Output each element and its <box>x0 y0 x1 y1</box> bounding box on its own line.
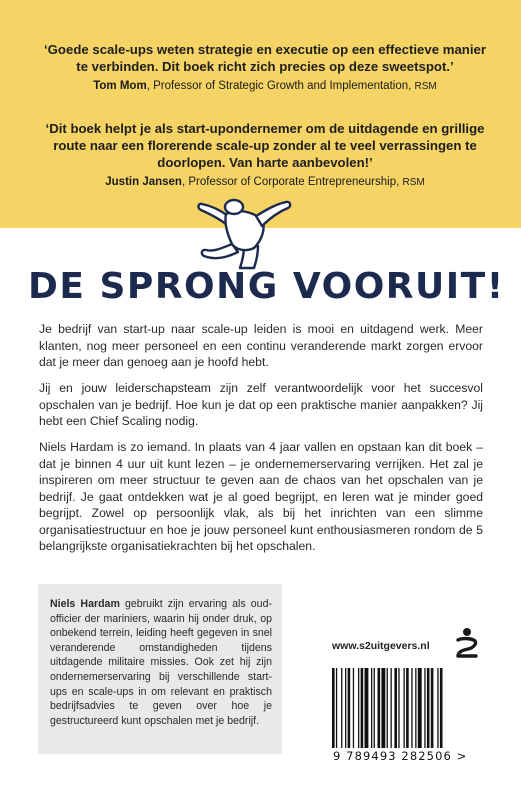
quote-affiliation: RSM <box>414 81 437 92</box>
barcode-bar <box>431 668 434 748</box>
endorsement-quote-1 <box>40 41 490 95</box>
endorsement-quote-2 <box>40 120 490 191</box>
barcode-bar <box>427 668 430 748</box>
barcode-bar <box>415 668 416 748</box>
barcode-bar <box>418 668 422 748</box>
barcode-bar <box>391 668 392 748</box>
barcode-bar <box>341 668 342 748</box>
quote-affiliation: RSM <box>402 177 425 188</box>
barcode-bar <box>345 668 346 748</box>
quote-text: ‘Dit boek helpt je als start-upondernemer om de uitdagende en grillige route naar een florerende scale-up zonder al te veel verrassingen te doorlopen. Van harte aanbevolen!’ <box>45 121 485 170</box>
author-bio-box <box>38 584 282 754</box>
barcode-bar <box>378 668 381 748</box>
blurb-paragraph: Jij en jouw leiderschapsteam zijn zelf verantwoordelijk voor het succesvol opschalen van je bedrijf. Hoe kun je dat op een praktische manier aanpakken? Jij hebt een Chief Scaling nodig. <box>39 381 483 428</box>
jumping-figure-illustration <box>192 190 302 270</box>
barcode-bar <box>387 668 388 748</box>
barcode-bar <box>348 668 351 748</box>
blurb <box>39 321 483 564</box>
barcode-bar <box>437 668 438 748</box>
barcode-bar <box>353 668 354 748</box>
barcode-bar <box>361 668 364 748</box>
author-name: Niels Hardam <box>50 598 120 610</box>
quote-attribution <box>40 174 490 191</box>
quote-attribution <box>40 78 490 95</box>
book-headline: DE SPRONG VOORUIT! <box>28 266 505 307</box>
barcode-bar <box>411 668 412 748</box>
isbn-number: 9 789493 282506 > <box>333 749 468 763</box>
barcode-bar <box>374 668 375 748</box>
quote-text: ‘Goede scale-ups weten strategie en executie op een effectieve manier te verbinden. Dit boek richt zich precies op deze sweetspot.’ <box>44 42 486 74</box>
isbn-barcode <box>330 668 482 748</box>
quote-role: , Professor of Strategic Growth and Implementation, <box>146 80 415 92</box>
barcode-bar <box>332 668 335 748</box>
blurb-paragraph: Je bedrijf van start-up naar scale-up leiden is mooi en uitdagend werk. Meer klanten, nog meer personeel en een continu veranderende markt zorgen ervoor dat je meer dan genoeg aan je hoofd hebt. <box>39 322 483 369</box>
barcode-bar <box>424 668 425 748</box>
author-bio <box>50 597 272 728</box>
barcode-bar <box>358 668 359 748</box>
barcode-bar <box>440 668 443 748</box>
barcode-bar <box>398 668 399 748</box>
barcode-bar <box>336 668 337 748</box>
quote-author: Justin Jansen <box>105 176 182 188</box>
publisher-logo <box>454 627 480 661</box>
barcode-bar <box>381 668 385 748</box>
barcode-bar <box>371 668 372 748</box>
barcode-bar <box>365 668 369 748</box>
blurb-paragraph: Niels Hardam is zo iemand. In plaats van 4 jaar vallen en opstaan kan dit boek – dat je binnen 4 uur uit kunt lezen – je ondernemerservaring verrijken. Het zal je inspireren om meer structuur te geven aan de chaos van het opschalen van je bedrijf. Je gaat ontdekken wat je al goed begrijpt, en leren wat je minder goed begrijpt. Zowel op persoonlijk vlak, als bij het inrichten van een slimme organisatiestructuur en hoe je jouw personeel kunt enthousiasmeren rondom de 5 belangrijkste organisatiekrachten bij het opschalen. <box>39 440 483 553</box>
author-bio-text: gebruikt zijn ervaring als oud-officier der mariniers, waarin hij onder druk, op onbekend terrein, leiding heeft gegeven in snel veranderende omstandigheden tijdens uitdagende militaire missies. Ook zet hij zijn ondernemerservaring bij verschillende start-ups en scale-ups in om relevant en praktisch bedrijfsadvies te geven over hoe je gestructureerd kunt opschalen met je bedrijf. <box>50 598 272 727</box>
publisher-website[interactable]: www.s2uitgevers.nl <box>332 640 430 652</box>
quote-author: Tom Mom <box>93 80 147 92</box>
barcode-bar <box>406 668 409 748</box>
barcode-bar <box>394 668 397 748</box>
quote-role: , Professor of Corporate Entrepreneurship, <box>181 176 403 188</box>
barcode-bar <box>404 668 405 748</box>
